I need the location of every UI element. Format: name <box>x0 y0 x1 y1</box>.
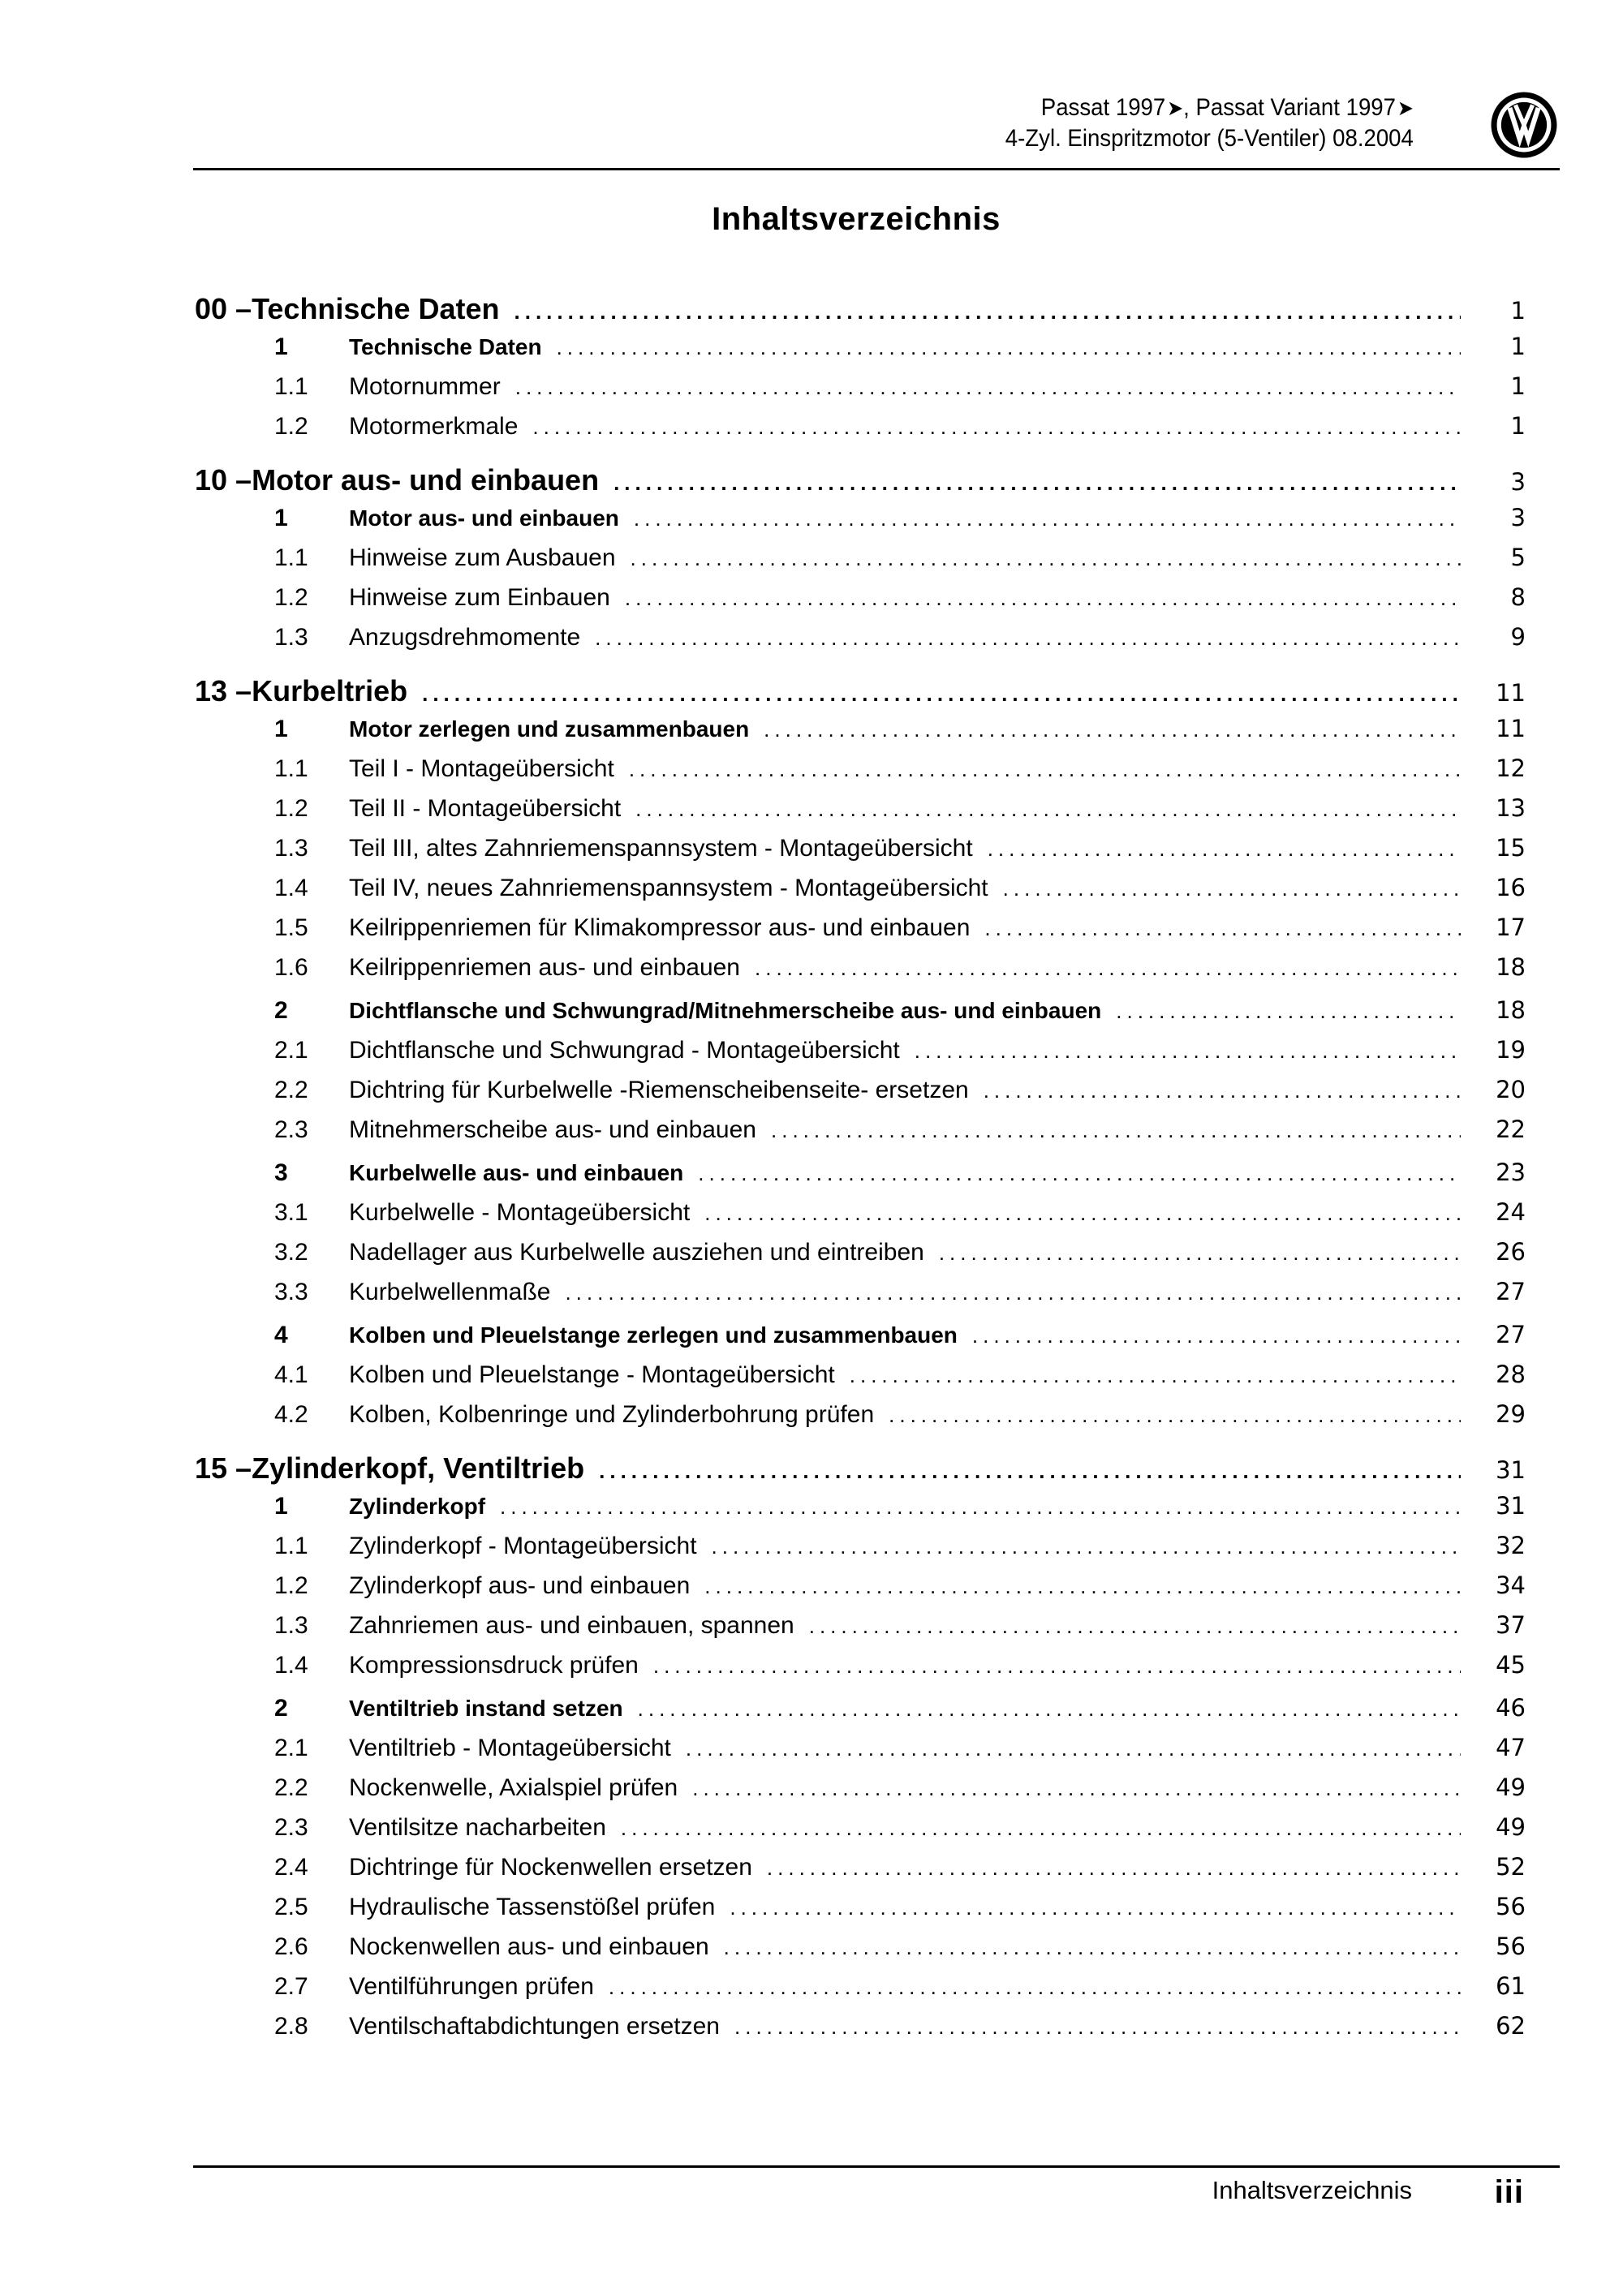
toc-entry-number: 1.2 <box>274 413 308 440</box>
toc-sub-entry[interactable] <box>195 1611 1526 1651</box>
dot-leader <box>625 586 1461 611</box>
header-line-2: 4-Zyl. Einspritzmotor (5-Ventiler) 08.2004 <box>1005 125 1414 152</box>
toc-entry-page: 29 <box>1496 1400 1526 1428</box>
toc-sub-entry[interactable] <box>195 1893 1526 1933</box>
dot-leader <box>613 471 1461 496</box>
toc-entry-page: 61 <box>1496 1972 1526 2000</box>
dot-leader <box>686 1736 1461 1761</box>
toc-entry-title: Teil III, altes Zahnriemenspannsystem - Montageübersicht <box>349 835 973 862</box>
toc-entry-title: Dichtflansche und Schwungrad - Montageübersicht <box>349 1037 900 1064</box>
toc-entry-title: Zylinderkopf, Ventiltrieb <box>252 1451 585 1485</box>
toc-entry-number: 1.3 <box>274 835 308 862</box>
table-of-contents <box>195 292 1526 2052</box>
toc-entry-number: 3.1 <box>274 1199 308 1226</box>
toc-entry-number: 2.1 <box>274 1037 308 1064</box>
dot-leader <box>692 1776 1461 1801</box>
toc-entry-title: Teil I - Montageübersicht <box>349 755 614 782</box>
toc-entry-number: 3.2 <box>274 1239 308 1266</box>
toc-section-entry[interactable] <box>195 1321 1526 1361</box>
toc-sub-entry[interactable] <box>195 834 1526 874</box>
dot-leader <box>915 1038 1461 1064</box>
dot-leader <box>755 956 1461 981</box>
toc-sub-entry[interactable] <box>195 1933 1526 1972</box>
toc-section-entry[interactable] <box>195 333 1526 372</box>
toc-entry-number: 2.4 <box>274 1854 308 1881</box>
toc-entry-number: 2.5 <box>274 1894 308 1920</box>
toc-entry-page: 52 <box>1496 1853 1526 1881</box>
toc-entry-title: Kurbelwellenmaße <box>349 1279 551 1305</box>
toc-sub-entry[interactable] <box>195 953 1526 993</box>
dot-leader <box>809 1614 1461 1639</box>
toc-entry-title: Technische Daten <box>349 334 542 359</box>
dot-leader <box>984 1078 1461 1103</box>
toc-entry-page: 12 <box>1496 755 1526 782</box>
toc-entry-page: 18 <box>1496 996 1526 1024</box>
dot-leader <box>635 797 1461 822</box>
toc-entry-page: 1 <box>1510 297 1526 325</box>
toc-entry-title: Dichtringe für Nockenwellen ersetzen <box>349 1854 752 1881</box>
toc-entry-number: 1 <box>274 505 288 531</box>
toc-entry-number: 1.1 <box>274 1533 308 1559</box>
toc-sub-entry[interactable] <box>195 1278 1526 1318</box>
header-divider <box>193 168 1560 170</box>
toc-entry-page: 9 <box>1510 623 1526 651</box>
toc-entry-title: Hinweise zum Einbauen <box>349 584 610 611</box>
toc-entry-title: Ventilsitze nacharbeiten <box>349 1814 606 1841</box>
toc-entry-title: Dichtflansche und Schwungrad/Mitnehmerscheibe aus- und einbauen <box>349 998 1102 1023</box>
header-text <box>1005 92 1414 154</box>
toc-sub-entry[interactable] <box>195 1238 1526 1278</box>
toc-entry-title: Zahnriemen aus- und einbauen, spannen <box>349 1612 794 1639</box>
toc-entry-page: 8 <box>1510 583 1526 611</box>
dot-leader <box>638 1696 1461 1722</box>
toc-sub-entry[interactable] <box>195 1198 1526 1238</box>
toc-sub-entry[interactable] <box>195 1651 1526 1691</box>
toc-entry-number: 1.3 <box>274 624 308 651</box>
toc-entry-title: Dichtring für Kurbelwelle -Riemenscheibenseite- ersetzen <box>349 1077 969 1103</box>
toc-entry-title: Motornummer <box>349 373 501 400</box>
toc-entry-title: Nockenwellen aus- und einbauen <box>349 1933 709 1960</box>
toc-sub-entry[interactable] <box>195 1361 1526 1400</box>
dot-leader <box>767 1855 1461 1881</box>
toc-entry-number: 2.3 <box>274 1814 308 1841</box>
toc-entry-number: 2.8 <box>274 2013 308 2040</box>
toc-entry-title: Kolben und Pleuelstange - Montageübersicht <box>349 1361 835 1388</box>
toc-entry-title: Kompressionsdruck prüfen <box>349 1652 639 1679</box>
toc-sub-entry[interactable] <box>195 794 1526 834</box>
toc-entry-page: 46 <box>1496 1694 1526 1722</box>
toc-entry-page: 34 <box>1496 1572 1526 1599</box>
toc-sub-entry[interactable] <box>195 1853 1526 1893</box>
toc-entry-page: 62 <box>1496 2012 1526 2040</box>
toc-entry-number: 1.4 <box>274 875 308 901</box>
toc-entry-title: Zylinderkopf - Montageübersicht <box>349 1533 697 1559</box>
toc-entry-page: 26 <box>1496 1238 1526 1266</box>
dot-leader <box>557 335 1461 360</box>
toc-entry-page: 56 <box>1496 1893 1526 1920</box>
toc-entry-number: 15 – <box>195 1451 252 1485</box>
toc-entry-title: Kurbelwelle - Montageübersicht <box>349 1199 691 1226</box>
toc-entry-page: 37 <box>1496 1611 1526 1639</box>
toc-entry-number: 2.6 <box>274 1933 308 1960</box>
toc-sub-entry[interactable] <box>195 1774 1526 1813</box>
toc-entry-title: Motor zerlegen und zusammenbauen <box>349 716 750 742</box>
toc-entry-title: Mitnehmerscheibe aus- und einbauen <box>349 1116 756 1143</box>
toc-entry-number: 00 – <box>195 292 252 325</box>
toc-entry-title: Technische Daten <box>252 292 500 325</box>
toc-entry-title: Nadellager aus Kurbelwelle ausziehen und eintreiben <box>349 1239 924 1266</box>
dot-leader <box>565 1280 1461 1305</box>
toc-entry-page: 31 <box>1496 1492 1526 1520</box>
toc-entry-number: 4 <box>274 1322 288 1348</box>
toc-entry-number: 1.1 <box>274 544 308 571</box>
toc-sub-entry[interactable] <box>195 914 1526 953</box>
toc-entry-number: 1.2 <box>274 1572 308 1599</box>
toc-entry-title: Hydraulische Tassenstößel prüfen <box>349 1894 716 1920</box>
toc-entry-title: Ventilführungen prüfen <box>349 1973 594 2000</box>
toc-sub-entry[interactable] <box>195 1400 1526 1440</box>
arrow-right-icon: ➤ <box>1397 96 1414 120</box>
dot-leader <box>514 299 1462 325</box>
toc-entry-title: Kolben und Pleuelstange zerlegen und zusammenbauen <box>349 1322 958 1348</box>
toc-entry-page: 24 <box>1496 1198 1526 1226</box>
page-header <box>193 89 1560 169</box>
toc-entry-title: Zylinderkopf <box>349 1494 486 1519</box>
dot-leader <box>1116 999 1461 1024</box>
toc-entry-title: Motormerkmale <box>349 413 519 440</box>
dot-leader <box>889 1403 1461 1428</box>
dot-leader <box>609 1975 1461 2000</box>
toc-entry-number: 2.3 <box>274 1116 308 1143</box>
toc-entry-title: Teil IV, neues Zahnriemenspannsystem - Montageübersicht <box>349 875 988 901</box>
toc-sub-entry[interactable] <box>195 1572 1526 1611</box>
toc-entry-page: 1 <box>1510 372 1526 400</box>
toc-chapter-entry[interactable] <box>195 292 1526 329</box>
toc-entry-title: Ventilschaftabdichtungen ersetzen <box>349 2013 720 2040</box>
toc-sub-entry[interactable] <box>195 583 1526 623</box>
toc-entry-page: 32 <box>1496 1532 1526 1559</box>
toc-sub-entry[interactable] <box>195 623 1526 663</box>
toc-entry-page: 18 <box>1496 953 1526 981</box>
toc-sub-entry[interactable] <box>195 1036 1526 1076</box>
toc-entry-page: 49 <box>1496 1774 1526 1801</box>
toc-entry-page: 5 <box>1510 544 1526 571</box>
dot-leader <box>532 415 1461 440</box>
arrow-right-icon: ➤ <box>1167 96 1184 120</box>
toc-section-entry[interactable] <box>195 996 1526 1036</box>
dot-leader <box>771 1118 1461 1143</box>
toc-entry-title: Motor aus- und einbauen <box>252 463 600 497</box>
toc-entry-title: Ventiltrieb instand setzen <box>349 1696 623 1721</box>
dot-leader <box>704 1574 1461 1599</box>
toc-entry-page: 23 <box>1496 1159 1526 1186</box>
dot-leader <box>939 1240 1461 1266</box>
dot-leader <box>515 375 1461 400</box>
toc-entry-number: 13 – <box>195 674 252 707</box>
toc-entry-number: 1 <box>274 716 288 742</box>
toc-entry-page: 13 <box>1496 794 1526 822</box>
toc-chapter-entry[interactable] <box>195 674 1526 712</box>
page-title: Inhaltsverzeichnis <box>712 201 1001 237</box>
toc-entry-number: 1.1 <box>274 373 308 400</box>
dot-leader <box>653 1653 1461 1679</box>
toc-entry-number: 1.4 <box>274 1652 308 1679</box>
toc-entry-number: 1.2 <box>274 584 308 611</box>
toc-entry-number: 2 <box>274 997 288 1024</box>
toc-entry-title: Hinweise zum Ausbauen <box>349 544 616 571</box>
dot-leader <box>422 681 1461 707</box>
toc-entry-page: 47 <box>1496 1734 1526 1761</box>
dot-leader <box>764 717 1461 742</box>
dot-leader <box>972 1323 1461 1348</box>
toc-entry-page: 27 <box>1496 1278 1526 1305</box>
toc-entry-number: 2.2 <box>274 1774 308 1801</box>
toc-entry-page: 28 <box>1496 1361 1526 1388</box>
dot-leader <box>1003 876 1461 901</box>
footer-page-number: iii <box>1494 2174 1524 2210</box>
toc-entry-title: Anzugsdrehmomente <box>349 624 581 651</box>
toc-entry-number: 10 – <box>195 463 252 497</box>
header-line-1: Passat 1997➤, Passat Variant 1997➤ <box>1005 92 1414 123</box>
dot-leader <box>634 506 1461 531</box>
toc-sub-entry[interactable] <box>195 2012 1526 2052</box>
toc-sub-entry[interactable] <box>195 1734 1526 1774</box>
toc-sub-entry[interactable] <box>195 1972 1526 2012</box>
toc-entry-title: Nockenwelle, Axialspiel prüfen <box>349 1774 678 1801</box>
toc-entry-title: Ventiltrieb - Montageübersicht <box>349 1735 671 1761</box>
dot-leader <box>730 1895 1461 1920</box>
toc-entry-number: 1.3 <box>274 1612 308 1639</box>
toc-entry-number: 2 <box>274 1695 288 1722</box>
toc-sub-entry[interactable] <box>195 1813 1526 1853</box>
toc-sub-entry[interactable] <box>195 1116 1526 1155</box>
footer-label: Inhaltsverzeichnis <box>1212 2176 1412 2204</box>
toc-entry-page: 45 <box>1496 1651 1526 1679</box>
toc-entry-title: Kolben, Kolbenringe und Zylinderbohrung prüfen <box>349 1401 875 1428</box>
toc-entry-title: Motor aus- und einbauen <box>349 505 619 531</box>
dot-leader <box>629 757 1461 782</box>
toc-entry-page: 56 <box>1496 1933 1526 1960</box>
toc-sub-entry[interactable] <box>195 412 1526 452</box>
toc-entry-number: 1.2 <box>274 795 308 822</box>
toc-section-entry[interactable] <box>195 1159 1526 1198</box>
toc-entry-page: 22 <box>1496 1116 1526 1143</box>
toc-entry-page: 15 <box>1496 834 1526 862</box>
dot-leader <box>984 916 1461 941</box>
toc-section-entry[interactable] <box>195 1694 1526 1734</box>
toc-entry-page: 1 <box>1510 412 1526 440</box>
toc-entry-number: 4.2 <box>274 1401 308 1428</box>
toc-entry-page: 27 <box>1496 1321 1526 1348</box>
toc-entry-page: 11 <box>1496 679 1526 707</box>
toc-entry-number: 3 <box>274 1159 288 1186</box>
toc-entry-number: 2.1 <box>274 1735 308 1761</box>
toc-section-entry[interactable] <box>195 715 1526 755</box>
toc-entry-number: 1 <box>274 333 288 360</box>
toc-entry-number: 1 <box>274 1493 288 1520</box>
dot-leader <box>595 626 1461 651</box>
toc-entry-page: 19 <box>1496 1036 1526 1064</box>
toc-entry-page: 3 <box>1510 468 1526 496</box>
toc-entry-page: 17 <box>1496 914 1526 941</box>
toc-entry-page: 31 <box>1496 1456 1526 1484</box>
dot-leader <box>500 1494 1461 1520</box>
toc-entry-title: Zylinderkopf aus- und einbauen <box>349 1572 691 1599</box>
toc-entry-title: Keilrippenriemen aus- und einbauen <box>349 954 740 981</box>
dot-leader <box>621 1816 1461 1841</box>
dot-leader <box>631 546 1461 571</box>
toc-entry-number: 4.1 <box>274 1361 308 1388</box>
toc-entry-title: Teil II - Montageübersicht <box>349 795 622 822</box>
toc-entry-number: 3.3 <box>274 1279 308 1305</box>
toc-sub-entry[interactable] <box>195 372 1526 412</box>
dot-leader <box>734 2014 1461 2040</box>
toc-entry-title: Kurbeltrieb <box>252 674 408 707</box>
toc-entry-number: 1.1 <box>274 755 308 782</box>
toc-entry-page: 11 <box>1496 715 1526 742</box>
vw-logo-icon <box>1488 89 1560 161</box>
toc-entry-page: 20 <box>1496 1076 1526 1103</box>
toc-chapter-entry[interactable] <box>195 463 1526 501</box>
toc-sub-entry[interactable] <box>195 1076 1526 1116</box>
dot-leader <box>850 1363 1461 1388</box>
dot-leader <box>712 1534 1461 1559</box>
toc-entry-page: 3 <box>1510 504 1526 531</box>
toc-section-entry[interactable] <box>195 1492 1526 1532</box>
dot-leader <box>698 1161 1461 1186</box>
toc-chapter-entry[interactable] <box>195 1451 1526 1489</box>
toc-entry-page: 49 <box>1496 1813 1526 1841</box>
toc-entry-number: 1.5 <box>274 914 308 941</box>
toc-sub-entry[interactable] <box>195 874 1526 914</box>
dot-leader <box>988 836 1461 862</box>
toc-section-entry[interactable] <box>195 504 1526 544</box>
toc-entry-number: 1.6 <box>274 954 308 981</box>
toc-sub-entry[interactable] <box>195 1532 1526 1572</box>
toc-entry-number: 2.2 <box>274 1077 308 1103</box>
dot-leader <box>724 1935 1461 1960</box>
toc-entry-title: Keilrippenriemen für Klimakompressor aus- und einbauen <box>349 914 971 941</box>
toc-sub-entry[interactable] <box>195 755 1526 794</box>
dot-leader <box>599 1459 1461 1484</box>
toc-entry-number: 2.7 <box>274 1973 308 2000</box>
toc-entry-page: 1 <box>1510 333 1526 360</box>
footer-divider <box>193 2165 1560 2168</box>
toc-sub-entry[interactable] <box>195 544 1526 583</box>
dot-leader <box>704 1201 1461 1226</box>
toc-entry-page: 16 <box>1496 874 1526 901</box>
toc-entry-title: Kurbelwelle aus- und einbauen <box>349 1160 684 1185</box>
